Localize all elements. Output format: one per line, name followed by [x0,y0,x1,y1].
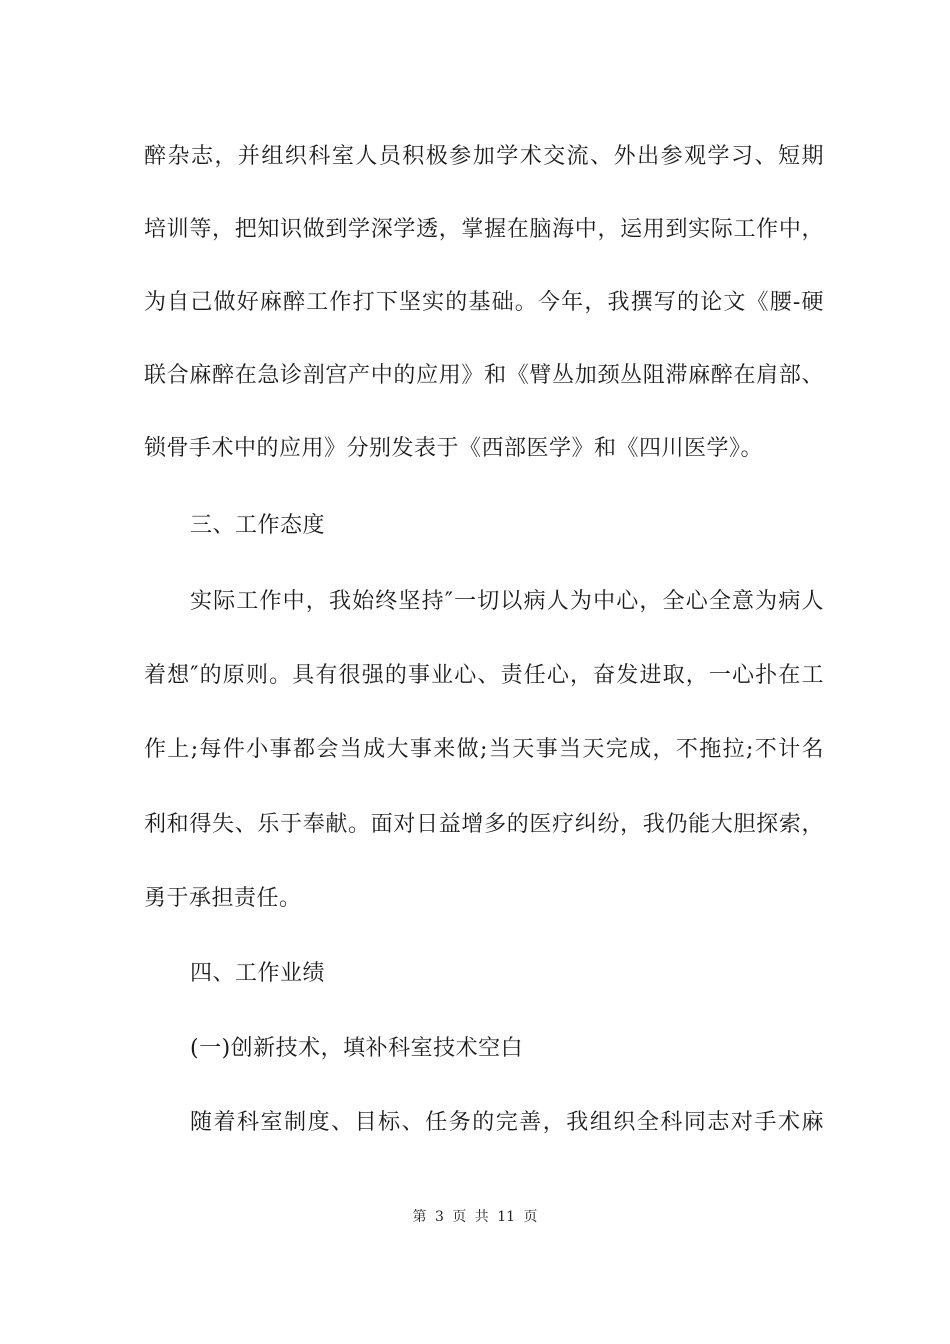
paragraph-line: 着想″的原则。具有很强的事业心、责任心，奋发进取，一心扑在工 [144,663,824,688]
paragraph-line: 培训等，把知识做到学深学透，掌握在脑海中，运用到实际工作中， [144,217,824,242]
paragraph-line: 醉杂志，并组织科室人员积极参加学术交流、外出参观学习、短期 [144,144,824,169]
page-number-footer: 第 3 页 共 11 页 [412,1209,538,1225]
section-heading: 三、工作态度 [190,513,326,538]
paragraph-line: 作上;每件小事都会当成大事来做;当天事当天完成，不拖拉;不计名 [144,737,824,762]
paragraph-line: 实际工作中，我始终坚持″一切以病人为中心，全心全意为病人 [190,589,824,614]
paragraph-line: 随着科室制度、目标、任务的完善，我组织全科同志对手术麻 [190,1110,824,1135]
paragraph-line: 勇于承担责任。 [144,886,302,911]
paragraph-line: 利和得失、乐于奉献。面对日益增多的医疗纠纷，我仍能大胆探索， [144,812,824,837]
paragraph-line: 联合麻醉在急诊剖宫产中的应用》和《臂丛加颈丛阻滞麻醉在肩部、 [144,363,824,388]
subsection-heading: (一)创新技术，填补科室技术空白 [190,1036,524,1061]
paragraph-line: 为自己做好麻醉工作打下坚实的基础。今年，我撰写的论文《腰-硬 [144,290,824,315]
paragraph-line: 锁骨手术中的应用》分别发表于《西部医学》和《四川医学》。 [144,436,764,461]
section-heading: 四、工作业绩 [190,961,326,986]
